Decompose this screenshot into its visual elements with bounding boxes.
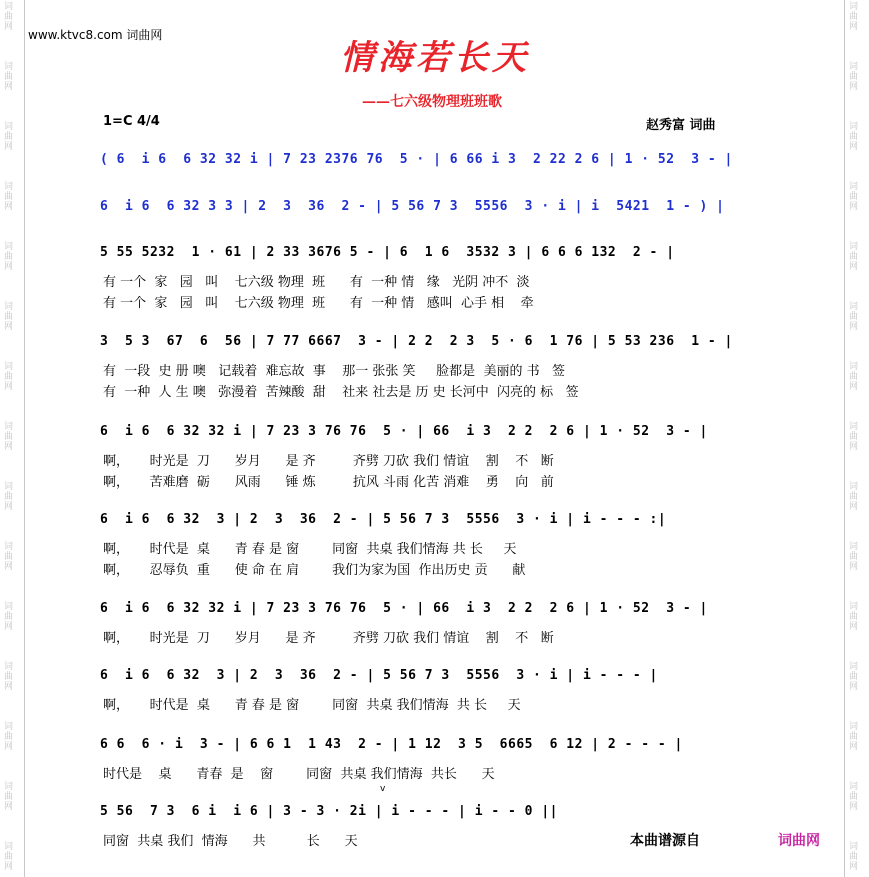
left-watermark-column	[0, 0, 25, 877]
lyric-line: 啊， 时光是 刀 岁月 是 齐 齐劈 刀砍 我们 情谊 割 不 断	[103, 454, 554, 469]
lyric-line: 啊， 时代是 桌 青 春 是 窗 同窗 共桌 我们情海 共 长 天	[103, 542, 517, 557]
notation-row: 3 5 3 67 6 56 | 7 77 6667 3 - | 2 2 2 3 5 · 6 1 76 | 5 53 236 1 - |	[100, 334, 733, 349]
source-label: 本曲谱源自	[630, 833, 700, 849]
notation-row: 6 i 6 6 32 32 i | 7 23 3 76 76 5 · | 66 i 3 2 2 2 6 | 1 · 52 3 - |	[100, 601, 708, 616]
notation-row: ( 6 i 6 6 32 32 i | 7 23 2376 76 5 · | 6 66 i 3 2 22 2 6 | 1 · 52 3 - |	[100, 152, 733, 167]
notation-row: 6 i 6 6 32 3 | 2 3 36 2 - | 5 56 7 3 5556 3 · i | i - - - :|	[100, 512, 667, 527]
watermark-text: 词曲网	[849, 2, 859, 32]
notation-row: 5 56 7 3 6 i i 6 | 3 - 3 · 2i | i - - - | i - - 0 ||	[100, 804, 558, 819]
watermark-text: 词曲网	[4, 542, 14, 572]
song-subtitle: ——七六级物理班班歌	[362, 94, 502, 110]
watermark-text: 词曲网	[4, 482, 14, 512]
lyric-line: 有 一个 家 园 叫 七六级 物理 班 有 一种 情 缘 光阴 冲不 淡	[103, 275, 530, 290]
lyric-line: 有 一种 人 生 噢 弥漫着 苦辣酸 甜 社来 社去是 历 史 长河中 闪亮的 标 签	[103, 385, 579, 400]
watermark-text: 词曲网	[849, 422, 859, 452]
lyric-line: 啊， 忍辱负 重 使 命 在 肩 我们为家为国 作出历史 贡 献	[103, 563, 526, 578]
watermark-text: 词曲网	[4, 2, 14, 32]
watermark-text: 词曲网	[849, 62, 859, 92]
watermark-text: 词曲网	[849, 842, 859, 872]
lyric-line: 同窗 共桌 我们 情海 共 长 天	[103, 834, 358, 849]
song-title: 情海若长天	[340, 38, 530, 78]
notation-row: 6 6 6 · i 3 - | 6 6 1 1 43 2 - | 1 12 3 5 6665 6 12 | 2 - - - |	[100, 737, 683, 752]
watermark-text: 词曲网	[849, 542, 859, 572]
watermark-text: 词曲网	[4, 722, 14, 752]
watermark-text: 词曲网	[4, 662, 14, 692]
watermark-text: 词曲网	[849, 482, 859, 512]
watermark-text: 词曲网	[849, 362, 859, 392]
watermark-text: 词曲网	[849, 302, 859, 332]
notation-row: 6 i 6 6 32 32 i | 7 23 3 76 76 5 · | 66 i 3 2 2 2 6 | 1 · 52 3 - |	[100, 424, 708, 439]
watermark-text: 词曲网	[4, 302, 14, 332]
notation-row: 6 i 6 6 32 3 | 2 3 36 2 - | 5 56 7 3 5556 3 · i | i - - - |	[100, 668, 658, 683]
watermark-text: 词曲网	[4, 842, 14, 872]
watermark-text: 词曲网	[4, 242, 14, 272]
site-url[interactable]: www.ktvc8.com 词曲网	[28, 28, 163, 42]
watermark-text: 词曲网	[849, 122, 859, 152]
breath-mark: v	[380, 784, 386, 794]
lyric-line: 有 一个 家 园 叫 七六级 物理 班 有 一种 情 感叫 心手 相 牵	[103, 296, 534, 311]
lyric-line: 有 一段 史 册 噢 记载着 难忘故 事 那一 张张 笑 脸都是 美丽的 书 签	[103, 364, 565, 379]
watermark-text: 词曲网	[4, 422, 14, 452]
source-brand-logo[interactable]: 词曲网	[778, 833, 820, 849]
watermark-text: 词曲网	[849, 662, 859, 692]
watermark-text: 词曲网	[4, 602, 14, 632]
watermark-text: 词曲网	[4, 122, 14, 152]
notation-row: 5 55 5232 1 · 61 | 2 33 3676 5 - | 6 1 6 3532 3 | 6 6 6 132 2 - |	[100, 245, 675, 260]
watermark-text: 词曲网	[849, 782, 859, 812]
watermark-text: 词曲网	[849, 182, 859, 212]
key-signature: 1=C 4/4	[103, 114, 160, 129]
lyric-line: 啊， 时光是 刀 岁月 是 齐 齐劈 刀砍 我们 情谊 割 不 断	[103, 631, 554, 646]
watermark-text: 词曲网	[4, 62, 14, 92]
watermark-text: 词曲网	[849, 602, 859, 632]
composer-credit: 赵秀富 词曲	[646, 118, 716, 133]
watermark-text: 词曲网	[4, 182, 14, 212]
watermark-text: 词曲网	[4, 362, 14, 392]
lyric-line: 啊， 苦难磨 砺 风雨 锤 炼 抗风 斗雨 化苦 消难 勇 向 前	[103, 475, 554, 490]
watermark-text: 词曲网	[849, 722, 859, 752]
watermark-text: 词曲网	[849, 242, 859, 272]
lyric-line: 时代是 桌 青春 是 窗 同窗 共桌 我们情海 共长 天	[103, 767, 495, 782]
notation-row: 6 i 6 6 32 3 3 | 2 3 36 2 - | 5 56 7 3 5556 3 · i | i 5421 1 - ) |	[100, 199, 725, 214]
right-watermark-column	[844, 0, 869, 877]
watermark-text: 词曲网	[4, 782, 14, 812]
lyric-line: 啊， 时代是 桌 青 春 是 窗 同窗 共桌 我们情海 共 长 天	[103, 698, 521, 713]
